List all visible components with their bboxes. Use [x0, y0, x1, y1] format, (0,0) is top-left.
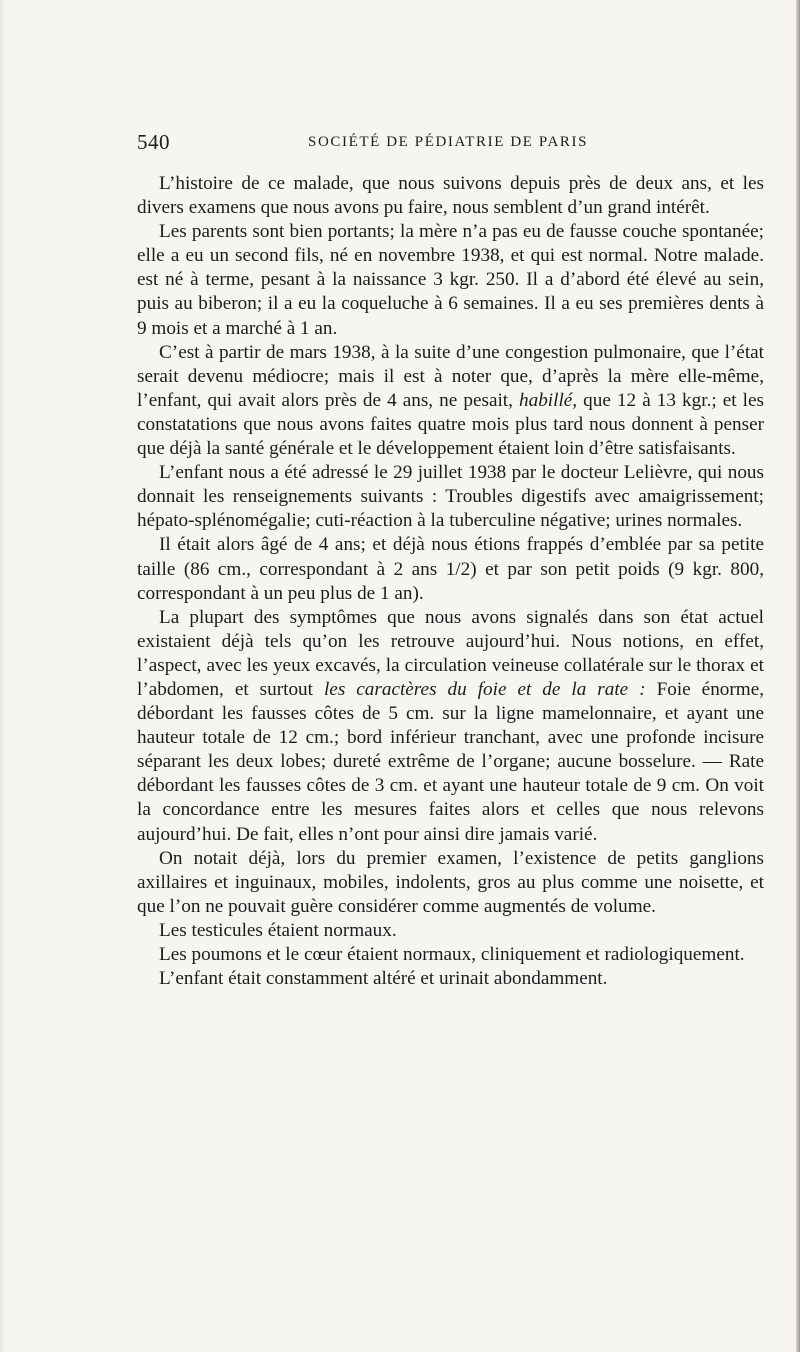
paragraph: L’enfant était constamment altéré et urinait abondamment. — [159, 968, 608, 990]
paragraph-text: que 12 à 13 kgr.; et les constatations que nous avons faites quatre mois plus tard nous donnent à penser que déjà la santé générale et le développement étaient loin d’être satisfaisants. — [137, 389, 764, 460]
paragraph: L’histoire de ce malade, que nous suivons depuis près de deux ans, et les divers examens que nous avons pu faire, nous semblent d’un grand intérêt. — [137, 173, 764, 219]
paragraph: Les parents sont bien portants; la mère n’a pas eu de fausse couche spontanée; elle a eu un second fils, né en novembre 1938, et qui est normal. Notre malade. est né à terme, pesant à la naissance 3 kgr. 250. Il a d’abord été élevé au sein, puis au biberon; il a eu la coqueluche à 6 semaines. Il a eu ses premières dents à 9 mois et a marché à 1 an. — [137, 221, 764, 339]
paragraph: Les poumons et le cœur étaient normaux, cliniquement et radiologiquement. — [159, 944, 745, 965]
paragraph-text: La plupart des symptômes que nous avons signalés dans son état actuel existaient déjà tels qu’on les retrouve aujourd’hui. Nous notions, en effet, l’aspect, avec les yeux excavés, la circulation veineuse collatérale sur le thorax et l’abdomen, et surtout — [137, 606, 764, 700]
page-gutter-shadow — [0, 0, 6, 1352]
italic-text: les caractères du foie et de la rate : — [323, 678, 646, 700]
paragraph — [137, 606, 764, 847]
paragraph: Les testicules étaient normaux. — [159, 919, 397, 941]
body-text — [137, 172, 764, 991]
paragraph: L’enfant nous a été adressé le 29 juillet 1938 par le docteur Lelièvre, qui nous donnait les renseignements suivants : Troubles digestifs avec amaigrissement; hépato-splénomégalie; cuti-réaction à la tuberculine négative; urines normales. — [137, 462, 764, 532]
paragraph: Il était alors âgé de 4 ans; et déjà nous étions frappés d’emblée par sa petite taille (86 cm., correspondant à 2 ans 1/2) et par son petit poids (9 kgr. 800, correspondant à un peu plus de 1 an). — [137, 534, 764, 604]
paragraph — [137, 341, 764, 461]
paragraph: On notait déjà, lors du premier examen, l’existence de petits ganglions axillaires et inguinaux, mobiles, indolents, gros au plus comme une noisette, et que l’on ne pouvait guère considérer comme augmentés de volume. — [137, 847, 764, 917]
italic-text: habillé, — [519, 389, 578, 411]
page-header — [137, 130, 764, 160]
running-head: SOCIÉTÉ DE PÉDIATRIE DE PARIS — [308, 134, 589, 150]
page-number: 540 — [137, 130, 170, 154]
paragraph-text: Foie énorme, débordant les fausses côtes de 5 cm. sur la ligne mamelonnaire, et ayant une hauteur totale de 12 cm.; bord inférieur tranchant, avec une profonde incisure séparant les deux lobes; dureté extrême de l’organe; aucune bosselure. — Rate débordant les fausses côtes de 3 cm. et ayant une hauteur totale de 9 cm. On voit la concordance entre les mesures faites alors et celles que nous relevons aujourd’hui. De fait, elles n’ont pour ainsi dire jamais varié. — [137, 678, 765, 845]
page-right-edge — [796, 0, 800, 1352]
paragraph-text: C’est à partir de mars 1938, à la suite d’une congestion pulmonaire, que l’état serait devenu médiocre; mais il est à noter que, d’après la mère elle-même, l’enfant, qui avait alors près de 4 ans, ne pesait, — [137, 341, 764, 411]
